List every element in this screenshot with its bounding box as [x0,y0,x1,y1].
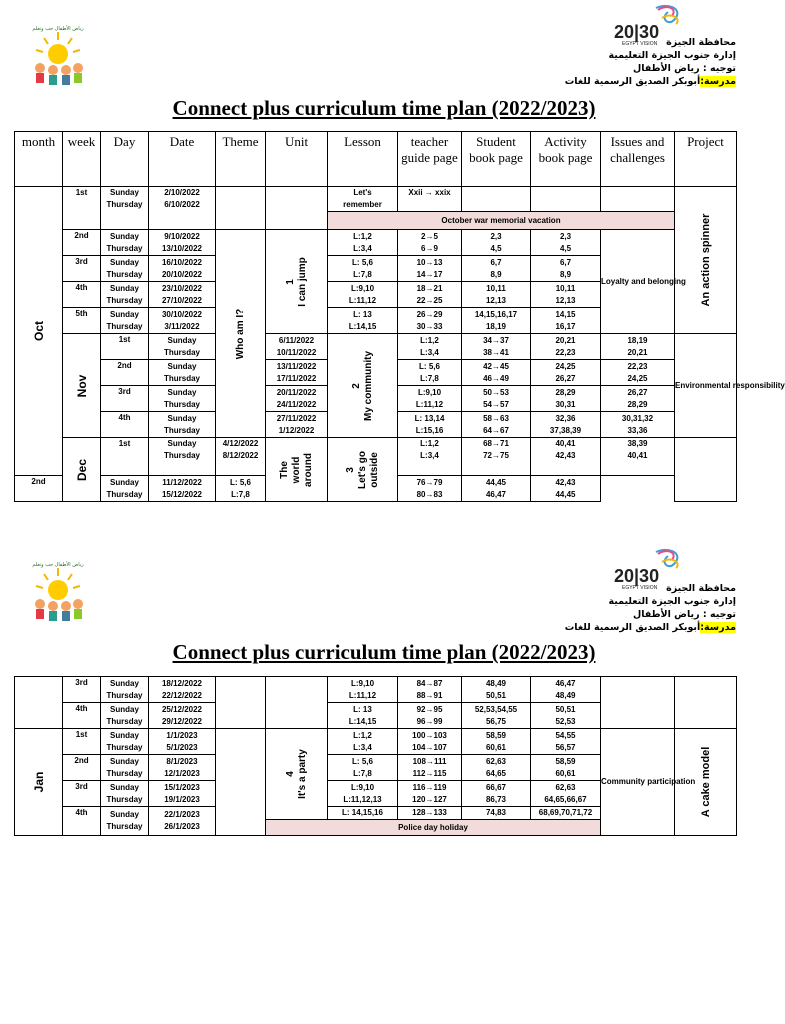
activity-book-cell: 38,39 40,41 [601,438,675,476]
teacher-guide-cell: 84→87 88→91 [398,677,462,703]
issue-community: Community participation [601,729,675,836]
day-cell: Sunday Thursday [101,308,149,334]
teacher-guide-cell: 100→103 104→107 [398,729,462,755]
table-row [15,334,737,360]
teacher-guide-cell: 108→111 112→115 [398,755,462,781]
activity-book-cell: 18,19 20,21 [601,334,675,360]
issues-cell [601,187,675,212]
project-cell [675,677,737,729]
school-name: أبوبكر الصديق الرسمية للغات [564,76,701,87]
student-book-cell: 2,3 4,5 [462,230,531,256]
header-row [15,132,737,187]
page-2 [0,540,768,1024]
svg-text:رياض الأطفال حب وتعلم: رياض الأطفال حب وتعلم [32,26,84,32]
day-cell: Sunday Thursday [101,256,149,282]
student-book-cell: 10,11 12,13 [462,282,531,308]
theme-cell [216,677,266,729]
date-cell: 11/12/2022 15/12/2022 [149,476,216,502]
student-book-cell: 44,45 46,47 [462,476,531,502]
lesson-cell: L:1,2 L:3,4 [328,729,398,755]
issue-environment: Environmental responsibility [675,334,737,438]
col-theme: Theme [216,132,266,187]
unit-cell [266,677,328,729]
time-plan-table-1 [14,131,785,502]
week-cell: 4th [63,807,101,836]
week-cell: 1st [63,729,101,755]
teacher-guide-cell: 42→45 46→49 [462,360,531,386]
teacher-guide-cell: 18→21 22→25 [398,282,462,308]
teacher-guide-cell: 68→71 72→75 [462,438,531,476]
week-cell: 1st [101,438,149,476]
date-cell: 9/10/2022 13/10/2022 [149,230,216,256]
lesson-cell: L: 5,6 L:7,8 [216,476,266,502]
activity-book-cell: 42,43 44,45 [531,476,601,502]
activity-book-cell: 46,47 48,49 [531,677,601,703]
directorate: إدارة جنوب الجيزة التعليمية [608,50,736,61]
project-cake: A cake model [675,729,737,836]
student-book-cell: 24,25 26,27 [531,360,601,386]
day-cell: Sunday Thursday [101,807,149,836]
col-month: month [15,132,63,187]
col-project: Project [675,132,737,187]
activity-book-cell: 6,7 8,9 [531,256,601,282]
month-nov: Nov [63,334,101,438]
table-row [15,187,737,212]
week-cell: 2nd [15,476,63,502]
date-cell: 27/11/2022 1/12/2022 [266,412,328,438]
day-cell: Sunday Thursday [149,412,216,438]
activity-book-cell: 50,51 52,53 [531,703,601,729]
lesson-cell: L: 5,6 L:7,8 [328,755,398,781]
week-cell: 3rd [63,256,101,282]
activity-book-cell: 68,69,70,71,72 [531,807,601,820]
date-cell: 6/11/2022 10/11/2022 [266,334,328,360]
school-header [476,36,736,88]
day-cell: Sunday Thursday [101,230,149,256]
kg-logo [26,26,90,88]
week-cell: 3rd [101,386,149,412]
teacher-guide-cell: 58→63 64→67 [462,412,531,438]
table-row [15,729,737,755]
activity-book-cell: 58,59 60,61 [531,755,601,781]
col-unit: Unit [266,132,328,187]
week-cell: 1st [63,187,101,230]
student-book-cell: 28,29 30,31 [531,386,601,412]
school-label: مدرسة: [700,76,736,87]
date-cell: 20/11/2022 24/11/2022 [266,386,328,412]
activity-book-cell: 54,55 56,57 [531,729,601,755]
lesson-cell: L:9,10 L:11,12 [328,282,398,308]
week-cell: 2nd [63,755,101,781]
lesson-cell: L:1,2 L:3,4 [398,438,462,476]
teacher-guide-cell: 34→37 38→41 [462,334,531,360]
day-cell: Sunday Thursday [149,438,216,476]
unit-2: 2 My community [328,334,398,438]
col-teacher-guide: teacher guide page [398,132,462,187]
teacher-guide-cell: Xxii → xxix [398,187,462,212]
theme-cell [216,729,266,836]
day-cell: Sunday Thursday [101,187,149,230]
student-book-cell: 58,59 60,61 [462,729,531,755]
activity-book-cell [531,187,601,212]
teacher-guide-cell: 26→29 30→33 [398,308,462,334]
month-dec: Dec [63,438,101,502]
time-plan-table-2 [14,676,737,836]
student-book-cell: 6,7 8,9 [462,256,531,282]
activity-book-cell: 10,11 12,13 [531,282,601,308]
col-day: Day [101,132,149,187]
week-cell: 5th [63,308,101,334]
lesson-cell: L: 13 L:14,15 [328,703,398,729]
month-cell [15,677,63,729]
date-cell: 2/10/2022 6/10/2022 [149,187,216,230]
teacher-guide-cell: 10→13 14→17 [398,256,462,282]
day-cell: Sunday Thursday [101,755,149,781]
lesson-cell: L:9,10 L:11,12 [328,677,398,703]
student-book-cell: 52,53,54,55 56,75 [462,703,531,729]
day-cell: Sunday Thursday [149,360,216,386]
date-cell: 23/10/2022 27/10/2022 [149,282,216,308]
governorate: محافظة الجيزة [666,583,736,594]
theme-who-am-i: Who am I? [216,230,266,438]
week-cell: 2nd [63,230,101,256]
table-row [15,230,737,256]
student-book-cell: 62,63 64,65 [462,755,531,781]
table-row [15,438,737,476]
date-cell: 4/12/2022 8/12/2022 [216,438,266,476]
col-date: Date [149,132,216,187]
day-cell: Sunday Thursday [101,677,149,703]
governorate: محافظة الجيزة [666,37,736,48]
unit-cell [266,187,328,230]
lesson-cell: L: 13,14 L:15,16 [398,412,462,438]
lesson-cell: L:1,2 L:3,4 [328,230,398,256]
lesson-cell: L:1,2 L:3,4 [398,334,462,360]
week-cell: 1st [101,334,149,360]
activity-book-cell: 26,27 28,29 [601,386,675,412]
svg-text:20|30: 20|30 [614,566,660,586]
date-cell: 22/1/2023 26/1/2023 [149,807,216,836]
kg-logo [26,562,90,624]
date-cell: 16/10/2022 20/10/2022 [149,256,216,282]
day-cell: Sunday Thursday [101,781,149,807]
date-cell: 8/1/2023 12/1/2023 [149,755,216,781]
svg-text:20|30: 20|30 [614,22,660,42]
unit-4: 4 It's a party [266,729,328,820]
day-cell: Sunday Thursday [101,703,149,729]
svg-text:رياض الأطفال حب وتعلم: رياض الأطفال حب وتعلم [32,562,84,568]
theme-cell [216,187,266,230]
lesson-cell: L:9,10 L:11,12 [398,386,462,412]
week-cell: 4th [101,412,149,438]
lesson-cell: L: 14,15,16 [328,807,398,820]
student-book-cell: 74,83 [462,807,531,820]
teacher-guide-cell: 116→119 120→127 [398,781,462,807]
student-book-cell: 66,67 86,73 [462,781,531,807]
week-cell: 3rd [63,781,101,807]
teacher-guide-cell: 76→79 80→83 [398,476,462,502]
teacher-guide-cell: 50→53 54→57 [462,386,531,412]
lesson-cell: L: 5,6 L:7,8 [328,256,398,282]
student-book-cell [462,187,531,212]
date-cell: 13/11/2022 17/11/2022 [266,360,328,386]
issues-cell [675,438,737,502]
lesson-cell: L: 5,6 L:7,8 [398,360,462,386]
date-cell: 25/12/2022 29/12/2022 [149,703,216,729]
week-cell: 4th [63,703,101,729]
issue-loyalty: Loyalty and belonging [601,230,675,334]
lesson-cell: L:9,10 L:11,12,13 [328,781,398,807]
date-cell: 1/1/2023 5/1/2023 [149,729,216,755]
unit-3: 3 Let's go outside [328,438,398,502]
school-name: أبوبكر الصديق الرسمية للغات [564,622,701,633]
date-cell: 15/1/2023 19/1/2023 [149,781,216,807]
week-cell: 2nd [101,360,149,386]
col-lesson: Lesson [328,132,398,187]
activity-book-cell: 2,3 4,5 [531,230,601,256]
issues-cell [601,677,675,729]
project-spinner: An action spinner [675,187,737,334]
student-book-cell: 40,41 42,43 [531,438,601,476]
week-cell: 4th [63,282,101,308]
supervision: توجيه : رياض الأطفال [632,609,736,620]
theme-world-around: The world around [266,438,328,502]
day-cell: Sunday Thursday [149,334,216,360]
lesson-cell: Let's remember [328,187,398,212]
teacher-guide-cell: 92→95 96→99 [398,703,462,729]
day-cell: Sunday Thursday [101,476,149,502]
student-book-cell: 14,15,16,17 18,19 [462,308,531,334]
svg-text:EGYPT VISION: EGYPT VISION [622,41,658,47]
col-week: week [63,132,101,187]
day-cell: Sunday Thursday [101,729,149,755]
school-label: مدرسة: [700,622,736,633]
month-oct: Oct [15,187,63,476]
col-activity-book: Activity book page [531,132,601,187]
directorate: إدارة جنوب الجيزة التعليمية [608,596,736,607]
supervision: توجيه : رياض الأطفال [632,63,736,74]
activity-book-cell: 62,63 64,65,66,67 [531,781,601,807]
school-line [476,621,736,634]
vacation-banner: October war memorial vacation [328,212,675,230]
col-student-book: Student book page [462,132,531,187]
activity-book-cell: 30,31,32 33,36 [601,412,675,438]
page-title: Connect plus curriculum time plan (2022/2023) [172,640,596,664]
col-issues: Issues and challenges [601,132,675,187]
unit-1: 1 I can jump [266,230,328,334]
holiday-banner: Police day holiday [266,820,601,836]
day-cell: Sunday Thursday [149,386,216,412]
school-line [476,75,736,88]
day-cell: Sunday Thursday [101,282,149,308]
date-cell: 18/12/2022 22/12/2022 [149,677,216,703]
date-cell: 30/10/2022 3/11/2022 [149,308,216,334]
activity-book-cell: 14,15 16,17 [531,308,601,334]
lesson-cell: L: 13 L:14,15 [328,308,398,334]
week-cell: 3rd [63,677,101,703]
svg-text:EGYPT VISION: EGYPT VISION [622,585,658,591]
school-header [476,582,736,634]
table-row [15,677,737,703]
page-title: Connect plus curriculum time plan (2022/2023) [172,96,596,120]
activity-book-cell: 22,23 24,25 [601,360,675,386]
teacher-guide-cell: 128→133 [398,807,462,820]
student-book-cell: 20,21 22,23 [531,334,601,360]
student-book-cell: 48,49 50,51 [462,677,531,703]
teacher-guide-cell: 2→5 6→9 [398,230,462,256]
month-jan: Jan [15,729,63,836]
student-book-cell: 32,36 37,38,39 [531,412,601,438]
